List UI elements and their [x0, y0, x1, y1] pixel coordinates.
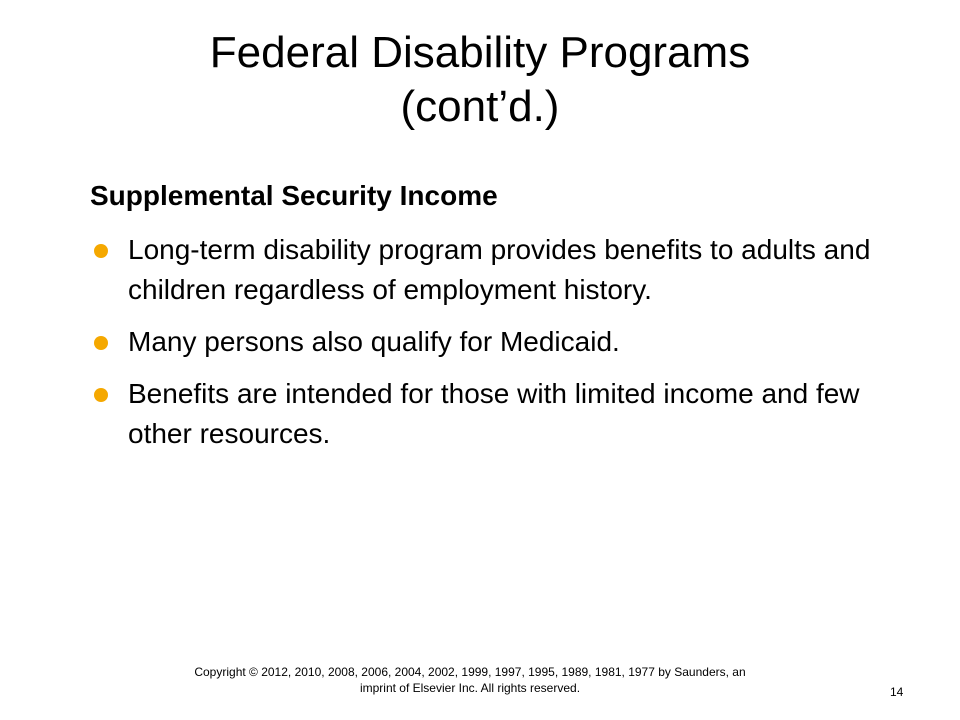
bullet-text: Many persons also qualify for Medicaid.	[128, 326, 620, 357]
page-number: 14	[890, 685, 904, 699]
bullet-dot-icon	[94, 388, 108, 402]
copyright-notice	[140, 664, 800, 696]
slide-title	[60, 26, 900, 134]
bullet-dot-icon	[94, 336, 108, 350]
bullet-text: Benefits are intended for those with limited income and few other resources.	[128, 378, 860, 449]
copyright-line-2: imprint of Elsevier Inc. All rights reserved.	[359, 681, 581, 695]
slide-content	[90, 176, 890, 466]
bullet-dot-icon	[94, 244, 108, 258]
slide-title-line-1: Federal Disability Programs	[209, 28, 751, 77]
bullet-text: Long-term disability program provides benefits to adults and children regardless of employment history.	[128, 234, 871, 305]
bullet-item	[90, 230, 890, 310]
section-subheading: Supplemental Security Income	[90, 180, 498, 211]
slide-title-line-2: (cont’d.)	[400, 82, 560, 131]
bullet-item	[90, 322, 890, 362]
copyright-line-1: Copyright © 2012, 2010, 2008, 2006, 2004, 2002, 1999, 1997, 1995, 1989, 1981, 1977 by Saunders, an	[194, 665, 746, 679]
bullet-list	[90, 230, 890, 454]
bullet-item	[90, 374, 890, 454]
